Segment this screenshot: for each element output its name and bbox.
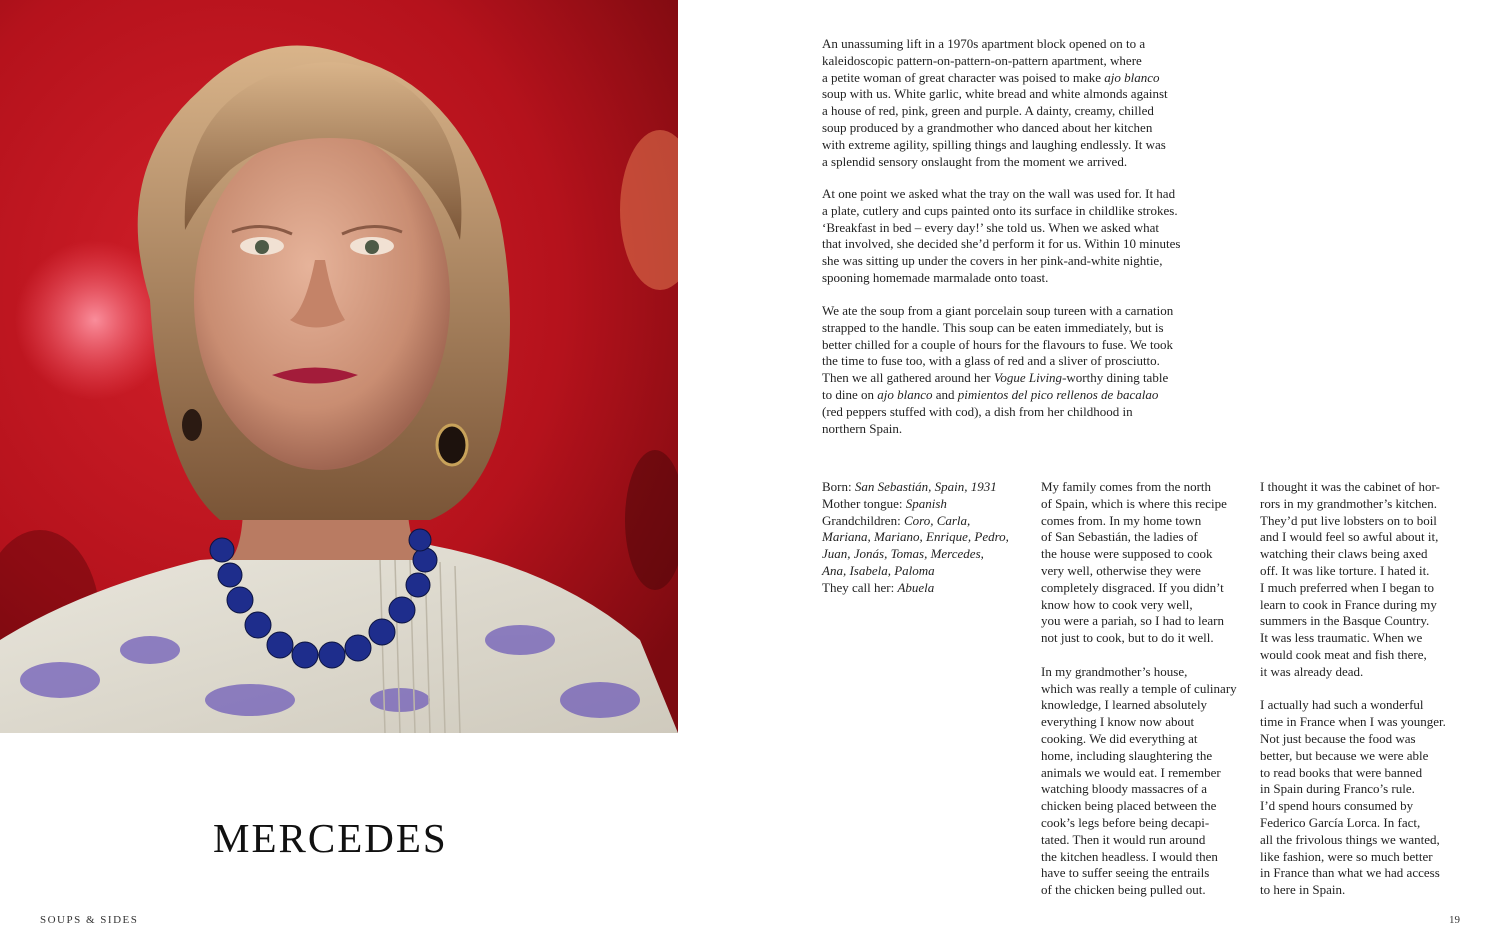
text-line: cook’s legs before being decapi- <box>1041 814 1210 830</box>
portrait-illustration <box>0 0 678 733</box>
fact-label: Grandchildren: <box>822 512 901 528</box>
italic-term: ajo blanco <box>877 386 933 402</box>
story-paragraph <box>1041 479 1251 647</box>
text-line: a plate, cutlery and cups painted onto its surface in childlike strokes. <box>822 202 1178 218</box>
story-column-2 <box>1041 479 1251 899</box>
profile-facts <box>822 479 1027 597</box>
text-line: she was sitting up under the covers in her pink-and-white nightie, <box>822 253 1163 269</box>
text-line: soup produced by a grandmother who danced about her kitchen <box>822 119 1153 135</box>
text-line: watching their claws being axed <box>1260 546 1428 562</box>
text-span: and <box>932 386 958 402</box>
fact-grandchildren-cont <box>822 546 1027 563</box>
text-line: In my grandmother’s house, <box>1041 663 1188 679</box>
text-line: the house were supposed to cook <box>1041 546 1213 562</box>
fact-value: Spanish <box>905 495 947 511</box>
fact-born <box>822 479 1027 496</box>
text-span: -worthy dining table <box>1062 370 1169 386</box>
text-span: to dine on <box>822 386 878 402</box>
text-line: An unassuming lift in a 1970s apartment block opened on to a <box>822 36 1146 51</box>
fact-grandchildren <box>822 513 1027 530</box>
text-line: We ate the soup from a giant porcelain soup tureen with a carnation <box>822 303 1174 318</box>
text-line: of San Sebastián, the ladies of <box>1041 529 1198 545</box>
text-line: completely disgraced. If you didn’t <box>1041 579 1224 595</box>
text-line: My family comes from the north <box>1041 479 1212 494</box>
text-line: animals we would eat. I remember <box>1041 764 1221 780</box>
text-span: a petite woman of great character was poised to make <box>822 69 1105 85</box>
text-line: all the frivolous things we wanted, <box>1260 831 1440 847</box>
text-line: the time to fuse too, with a glass of red and a sliver of prosciutto. <box>822 353 1160 369</box>
text-line <box>822 370 1242 387</box>
text-line: chicken being placed between the <box>1041 798 1217 814</box>
text-line: have to suffer seeing the entrails <box>1041 865 1210 881</box>
text-line: comes from. In my home town <box>1041 512 1202 528</box>
text-line: a splendid sensory onslaught from the moment we arrived. <box>822 153 1128 169</box>
text-line: Federico García Lorca. In fact, <box>1260 814 1421 830</box>
text-line <box>822 70 1242 87</box>
text-line: watching bloody massacres of a <box>1041 781 1208 797</box>
text-line: know how to cook very well, <box>1041 596 1193 612</box>
text-line: rors in my grandmother’s kitchen. <box>1260 495 1438 511</box>
fact-value: Abuela <box>897 579 935 595</box>
fact-label: They call her: <box>822 579 895 595</box>
text-line: I’d spend hours consumed by <box>1260 798 1414 814</box>
text-line: home, including slaughtering the <box>1041 747 1213 763</box>
text-line: better chilled for a couple of hours for the flavours to fuse. We took <box>822 336 1174 352</box>
italic-term: pimientos del pico rellenos de bacalao <box>957 386 1159 402</box>
text-line: of Spain, which is where this recipe <box>1041 495 1227 511</box>
text-line: knowledge, I learned absolutely <box>1041 697 1208 713</box>
fact-grandchildren-cont <box>822 563 1027 580</box>
fact-value: San Sebastián, Spain, 1931 <box>854 479 997 494</box>
italic-term: ajo blanco <box>1104 69 1160 85</box>
text-line: northern Spain. <box>822 420 903 436</box>
text-line: like fashion, were so much better <box>1260 848 1433 864</box>
text-line: ‘Breakfast in bed – every day!’ she told us. When we asked what <box>822 219 1160 235</box>
fact-mother-tongue <box>822 496 1027 513</box>
text-line: in France than what we had access <box>1260 865 1440 881</box>
text-line: time in France when I was younger. <box>1260 714 1446 730</box>
text-line: everything I know now about <box>1041 714 1195 730</box>
text-line: in Spain during Franco’s rule. <box>1260 781 1415 797</box>
text-line: a house of red, pink, green and purple. A dainty, creamy, chilled <box>822 103 1154 119</box>
text-line: which was really a temple of culinary <box>1041 680 1237 696</box>
text-line: I much preferred when I began to <box>1260 579 1434 595</box>
intro-paragraph-1 <box>822 36 1242 170</box>
text-line: to here in Spain. <box>1260 882 1346 898</box>
fact-grandchildren-cont <box>822 529 1027 546</box>
text-line: summers in the Basque Country. <box>1260 613 1430 629</box>
portrait-photo <box>0 0 678 733</box>
text-line: and I would feel so awful about it, <box>1260 529 1439 545</box>
text-line: better, but because we were able <box>1260 747 1429 763</box>
italic-term: Vogue Living <box>993 370 1063 386</box>
page-number: 19 <box>1449 914 1460 926</box>
text-line: you were a pariah, so I had to learn <box>1041 613 1225 629</box>
text-line: off. It was like torture. I hated it. <box>1260 562 1430 578</box>
text-line: not just to cook, but to do it well. <box>1041 630 1214 646</box>
story-column-3 <box>1260 479 1470 899</box>
text-line: of the chicken being pulled out. <box>1041 882 1206 898</box>
text-line <box>822 387 1242 404</box>
text-line: would cook meat and fish there, <box>1260 646 1427 662</box>
text-line: I thought it was the cabinet of hor- <box>1260 479 1440 494</box>
fact-value: Juan, Jonás, Tomas, Mercedes, <box>822 546 984 562</box>
intro-paragraph-2 <box>822 186 1242 287</box>
text-line: it was already dead. <box>1260 663 1364 679</box>
fact-value: Coro, Carla, <box>903 512 971 528</box>
text-line: strapped to the handle. This soup can be eaten immediately, but is <box>822 319 1164 335</box>
text-line: cooking. We did everything at <box>1041 730 1198 746</box>
fact-value: Ana, Isabela, Paloma <box>822 562 935 578</box>
text-line: They’d put live lobsters on to boil <box>1260 512 1437 528</box>
text-line: soup with us. White garlic, white bread and white almonds against <box>822 86 1168 102</box>
fact-value: Mariana, Mariano, Enrique, Pedro, <box>822 529 1009 545</box>
text-line: tated. Then it would run around <box>1041 831 1206 847</box>
text-line: with extreme agility, spilling things and laughing endlessly. It was <box>822 136 1166 152</box>
text-line: At one point we asked what the tray on the wall was used for. It had <box>822 186 1176 201</box>
text-line: I actually had such a wonderful <box>1260 697 1424 713</box>
page-title: MERCEDES <box>213 815 448 861</box>
story-paragraph <box>1041 664 1251 899</box>
fact-nickname <box>822 580 1027 597</box>
text-line: learn to cook in France during my <box>1260 596 1437 612</box>
intro-paragraph-3 <box>822 303 1242 437</box>
text-line: to read books that were banned <box>1260 764 1423 780</box>
story-paragraph <box>1260 697 1470 899</box>
section-label: SOUPS & SIDES <box>40 914 139 926</box>
text-line: Not just because the food was <box>1260 730 1416 746</box>
text-line: (red peppers stuffed with cod), a dish from her childhood in <box>822 403 1133 419</box>
text-span: Then we all gathered around her <box>822 370 994 386</box>
text-line: spooning homemade marmalade onto toast. <box>822 269 1049 285</box>
text-line: kaleidoscopic pattern-on-pattern-on-pattern apartment, where <box>822 52 1142 68</box>
story-paragraph <box>1260 479 1470 681</box>
text-line: that involved, she decided she’d perform it for us. Within 10 minutes <box>822 236 1181 252</box>
text-line: It was less traumatic. When we <box>1260 630 1423 646</box>
fact-label: Mother tongue: <box>822 495 903 511</box>
text-line: very well, otherwise they were <box>1041 562 1201 578</box>
fact-label: Born: <box>822 479 852 494</box>
text-line: the kitchen headless. I would then <box>1041 848 1218 864</box>
